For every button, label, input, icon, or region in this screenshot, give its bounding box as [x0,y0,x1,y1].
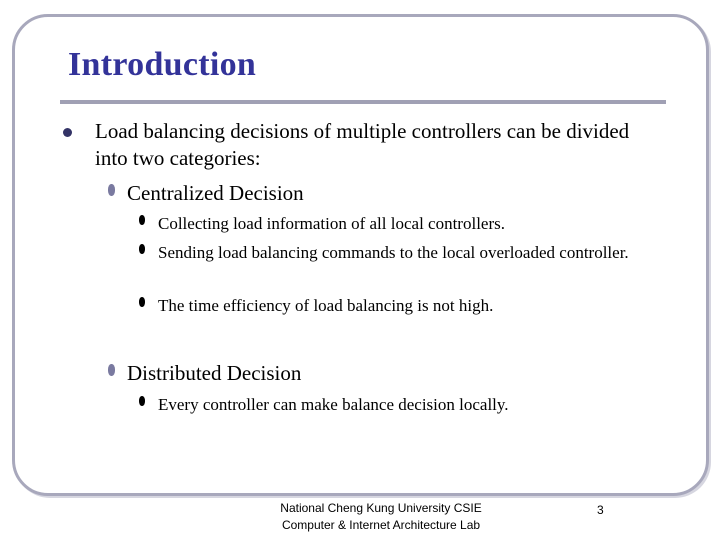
centralized-item-3: The time efficiency of load balancing is not high. [158,296,494,315]
centralized-heading: Centralized Decision [127,181,304,205]
distributed-heading: Distributed Decision [127,361,302,385]
bullet-dot-icon [108,184,115,196]
page-number: 3 [597,503,604,517]
title-divider [60,100,666,104]
bullet-dot-icon [139,244,145,254]
centralized-item-1: Collecting load information of all local controllers. [158,214,505,233]
slide-title: Introduction [68,46,257,83]
bullet-dot-icon [139,297,145,307]
bullet-dot-icon [139,396,145,406]
distributed-item-1: Every controller can make balance decision locally. [158,395,509,414]
bullet-dot-icon [108,364,115,376]
footer-institution [258,500,504,534]
footer-line-1: National Cheng Kung University CSIE [280,501,482,515]
bullet-dot-icon [139,215,145,225]
footer-line-2: Computer & Internet Architecture Lab [281,518,481,532]
main-bullet-text: Load balancing decisions of multiple controllers can be divided into two categories: [95,119,630,170]
centralized-item-2: Sending load balancing commands to the local overloaded controller. [158,243,629,262]
bullet-dot-icon [63,128,72,137]
